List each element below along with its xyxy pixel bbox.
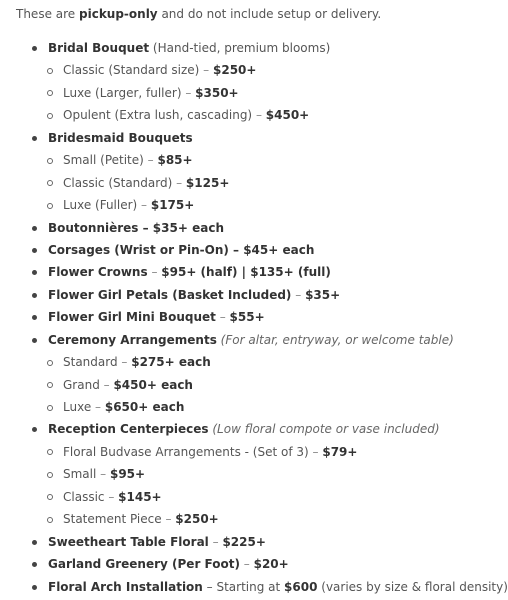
option-price: $450+: [265, 108, 310, 123]
item-title: Flower Girl Petals (Basket Included): [48, 287, 292, 302]
item-price: $600: [284, 579, 318, 594]
option-label: Small: [63, 467, 97, 482]
bullet-icon: [32, 293, 37, 298]
bullet-icon: [32, 585, 37, 590]
option-price: $450+ each: [113, 377, 193, 392]
sub-list-item: [0, 59, 480, 81]
bullet-icon: [32, 338, 37, 343]
intro-text: [16, 6, 381, 22]
option-label: Luxe: [63, 400, 92, 414]
separator: –: [147, 265, 162, 280]
option-label: Luxe (Larger, fuller): [63, 85, 182, 100]
circle-bullet-icon: [47, 382, 53, 388]
separator: –: [91, 400, 105, 414]
sub-list-item: [0, 374, 480, 396]
list-item: [0, 576, 508, 598]
item-description: (varies by size & floral density): [317, 579, 508, 594]
option-price: $85+: [157, 153, 193, 168]
sub-list-item: [0, 172, 480, 194]
option-price: $125+: [185, 175, 230, 190]
list-item: [0, 418, 480, 440]
item-title: Ceremony Arrangements: [48, 332, 217, 347]
circle-bullet-icon: [47, 158, 53, 164]
item-title: Flower Crowns: [48, 265, 148, 280]
circle-bullet-icon: [47, 517, 53, 523]
sub-list-item: [0, 149, 480, 171]
option-label: Opulent (Extra lush, cascading): [63, 108, 253, 123]
option-label: Classic: [63, 489, 105, 504]
circle-bullet-icon: [47, 360, 53, 366]
item-title: Corsages (Wrist or Pin-On) – $45+ each: [48, 242, 315, 257]
option-label: Floral Budvase Arrangements - (Set of 3): [63, 444, 309, 459]
sub-list-item: [0, 396, 480, 418]
sub-list-item: [0, 194, 480, 216]
separator: –: [208, 534, 223, 549]
list-item: [0, 531, 480, 553]
item-title: Boutonnières – $35+ each: [48, 220, 224, 235]
separator: –: [181, 85, 196, 100]
circle-bullet-icon: [47, 90, 53, 96]
circle-bullet-icon: [47, 472, 53, 478]
sub-list-item: [0, 508, 480, 530]
circle-bullet-icon: [47, 113, 53, 119]
sub-list-item: [0, 351, 480, 373]
price-list: [0, 37, 508, 598]
bullet-icon: [32, 136, 37, 141]
option-price: $250+: [213, 63, 257, 78]
bullet-icon: [32, 315, 37, 320]
separator: –: [161, 512, 176, 527]
option-label: Grand: [63, 377, 100, 392]
item-title: Bridesmaid Bouquets: [48, 130, 193, 145]
list-item: [0, 306, 480, 328]
option-price: $95+: [109, 467, 146, 482]
separator: –: [308, 444, 323, 459]
separator: –: [252, 108, 266, 123]
list-item: [0, 329, 480, 351]
separator: –: [172, 175, 186, 190]
separator: –: [239, 557, 254, 572]
item-title: Garland Greenery (Per Foot): [48, 557, 240, 572]
bullet-icon: [32, 270, 37, 275]
item-description: (Hand-tied, premium blooms): [149, 41, 331, 55]
option-price: $650+ each: [104, 400, 185, 414]
option-label: Classic (Standard): [63, 175, 173, 190]
option-label: Standard: [63, 355, 118, 370]
item-description: – Starting at: [202, 579, 285, 594]
list-item: [0, 239, 480, 261]
separator: –: [199, 63, 213, 78]
item-price: $225+: [222, 534, 266, 549]
list-item: [0, 127, 480, 149]
separator: –: [96, 467, 110, 482]
sub-list-item: [0, 463, 480, 485]
item-price: $35+: [305, 287, 341, 302]
separator: –: [143, 153, 158, 168]
item-price: $20+: [253, 557, 289, 572]
item-price: $95+ (half) | $135+ (full): [161, 265, 331, 280]
option-price: $79+: [322, 444, 358, 459]
list-item: [0, 553, 480, 575]
option-label: Statement Piece: [63, 512, 162, 527]
sub-list-item: [0, 104, 480, 126]
option-price: $350+: [195, 85, 239, 100]
separator: –: [99, 377, 114, 392]
item-title: Floral Arch Installation: [48, 579, 203, 594]
circle-bullet-icon: [47, 405, 53, 411]
item-title: Sweetheart Table Floral: [48, 534, 209, 549]
bullet-icon: [32, 540, 37, 545]
bullet-icon: [32, 562, 37, 567]
option-label: Classic (Standard size): [63, 63, 200, 78]
circle-bullet-icon: [47, 203, 53, 209]
sub-list-item: [0, 441, 480, 463]
bullet-icon: [32, 248, 37, 253]
separator: –: [291, 287, 306, 302]
bullet-icon: [32, 226, 37, 231]
item-price: $55+: [229, 310, 265, 325]
circle-bullet-icon: [47, 180, 53, 186]
separator: –: [117, 355, 132, 370]
item-note: (For altar, entryway, or welcome table): [216, 332, 454, 347]
option-price: $145+: [118, 489, 162, 504]
bullet-icon: [32, 427, 37, 432]
bullet-icon: [32, 46, 37, 51]
option-price: $175+: [150, 198, 195, 213]
item-title: Bridal Bouquet: [48, 41, 150, 55]
separator: –: [104, 489, 119, 504]
separator: –: [137, 198, 151, 213]
list-item: [0, 37, 480, 59]
option-label: Small (Petite): [63, 153, 144, 168]
circle-bullet-icon: [47, 68, 53, 74]
option-price: $275+ each: [131, 355, 211, 370]
item-title: Reception Centerpieces: [48, 422, 209, 437]
item-title: Flower Girl Mini Bouquet: [48, 310, 216, 325]
intro-before: These are: [16, 7, 79, 21]
circle-bullet-icon: [47, 494, 53, 500]
intro-after: and do not include setup or delivery.: [157, 7, 382, 21]
option-label: Luxe (Fuller): [63, 198, 138, 213]
intro-emphasis: pickup-only: [79, 7, 158, 21]
sub-list-item: [0, 486, 480, 508]
list-item: [0, 284, 480, 306]
separator: –: [215, 310, 230, 325]
sub-list-item: [0, 82, 480, 104]
item-note: (Low floral compote or vase included): [208, 422, 440, 437]
list-item: [0, 217, 480, 239]
circle-bullet-icon: [47, 449, 53, 455]
list-item: [0, 261, 480, 283]
option-price: $250+: [175, 512, 219, 527]
